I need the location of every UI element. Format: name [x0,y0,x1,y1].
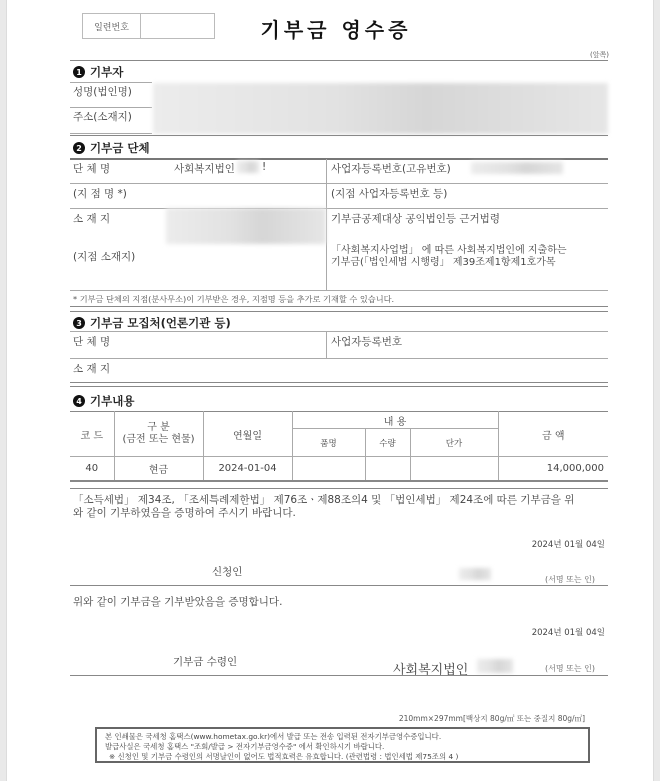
org-biz-no-redacted [471,162,563,174]
paper-spec: 210mm×297mm[백상지 80g/㎡ 또는 중질지 80g/㎡] [398,714,585,723]
section-donation-heading [73,393,134,409]
notice-line3: ※ 신청인 및 기부금 수령인의 서명날인이 없어도 법적효력은 유효합니다. (관련법령 : 법인세법 제75조의 4 ) [109,752,459,761]
header-type-bottom: (금전 또는 현물) [122,434,195,445]
request-statement-line1: 「소득세법」 제34조, 「조세특례제한법」 제76조ㆍ제88조의4 및 「법인세법」 제24조에 따른 기부금을 위 [73,494,575,506]
applicant-label: 신청인 [212,566,243,578]
divider [70,158,608,160]
donor-info-redacted [153,83,608,134]
certification-statement: 위와 같이 기부금을 기부받았음을 증명합니다. [73,596,283,608]
cell-date: 2024-01-04 [203,457,292,481]
section-number-badge: 2 [73,142,85,154]
receipt-page [6,0,654,781]
org-location-label: 소 재 지 [73,213,111,225]
legal-basis-line1: 「사회복지사업법」 에 따른 사회복지법인에 지출하는 [331,245,567,256]
divider [70,82,152,83]
section-title: 기부내용 [90,394,135,408]
cell-amount: 14,000,000 [498,457,608,481]
divider [70,331,608,332]
serial-number-label: 일련번호 [83,14,141,38]
section-title: 기부자 [90,65,124,79]
org-name-value: 사회복지법인 [174,163,235,175]
divider [70,386,608,387]
section-number-badge: 3 [73,317,85,329]
recipient-label: 기부금 수령인 [173,656,238,668]
cell-quantity [365,457,410,481]
fundraiser-biz-no-label: 사업자등록번호 [331,336,403,348]
recipient-sign-note: (서명 또는 인) [545,664,595,673]
cell-unit-price [410,457,498,481]
divider [70,290,608,291]
branch-location-label: (지점 소재지) [73,251,136,263]
branch-biz-no-label: (지점 사업자등록번호 등) [331,188,448,200]
cell-item [292,457,365,481]
header-code: 코 드 [70,412,114,457]
recipient-value: 사회복지법인 [393,663,469,678]
request-date: 2024년 01월 04일 [531,540,605,550]
header-type-top: 구 분 [147,422,170,433]
divider [70,488,608,489]
org-biz-no-label: 사업자등록번호(고유번호) [331,163,451,175]
divider [70,311,608,312]
side-label: (앞쪽) [590,51,609,59]
org-name-redacted [237,161,259,173]
section-number-badge: 4 [73,395,85,407]
certification-date: 2024년 01월 04일 [531,628,605,638]
donor-address-label: 주소(소재지) [73,111,132,123]
divider [70,60,608,61]
legal-basis-line2: 기부금(「법인세법 시행령」 제39조제1항제1호가목 [331,257,556,268]
table-row [70,457,608,481]
legal-basis-label: 기부금공제대상 공익법인등 근거법령 [331,213,500,225]
section-number-badge: 1 [73,66,85,78]
branch-name-label: (지 점 명 *) [73,188,127,200]
divider [70,107,152,108]
request-statement-line2: 와 같이 기부하였음을 증명하여 주시기 바랍니다. [73,507,296,519]
section-donor-heading [73,64,123,80]
header-unit-price: 단가 [410,429,498,457]
org-location-redacted [166,208,326,244]
donation-table [70,411,608,482]
fundraiser-name-label: 단 체 명 [73,336,111,348]
notice-line1: 본 인쇄물은 국세청 홈택스(www.hometax.go.kr)에서 발급 또는 전송 입력된 전자기부금영수증입니다. [105,732,442,741]
header-quantity: 수량 [365,429,410,457]
divider [70,585,608,586]
header-item: 품명 [292,429,365,457]
page-title: 기부금 영수증 [260,18,412,42]
section-organization-heading [73,140,150,156]
cell-code: 40 [70,457,114,481]
column-divider [326,159,327,291]
donor-name-label: 성명(법인명) [73,86,132,98]
divider [70,183,608,184]
divider [70,358,608,359]
notice-line2: 발급사실은 국세청 홈택스 "조회/발급 > 전자기부금영수증" 에서 확인하시기 바랍니다. [105,742,385,751]
fundraiser-location-label: 소 재 지 [73,363,111,375]
applicant-name-redacted [459,568,491,580]
divider [70,306,608,307]
divider [70,208,608,209]
divider [70,675,608,676]
divider [70,133,152,134]
header-content: 내 용 [292,412,498,429]
section-title: 기부금 모집처(언론기관 등) [90,316,231,330]
cell-type: 현금 [114,457,203,481]
branch-footnote: * 기부금 단체의 지점(분사무소)이 기부받은 경우, 지점명 등을 추가로 기재할 수 있습니다. [73,294,395,304]
request-statement [73,494,608,520]
column-divider [326,332,327,359]
org-name-label: 단 체 명 [73,163,111,175]
applicant-sign-note: (서명 또는 인) [545,575,595,584]
header-type [114,412,203,457]
header-amount: 금 액 [498,412,608,457]
electronic-receipt-notice [95,727,590,763]
divider [70,382,608,383]
section-fundraiser-heading [73,315,231,331]
recipient-name-redacted [477,659,513,673]
header-date: 연월일 [203,412,292,457]
divider [70,135,608,136]
org-name-suffix: ! [262,161,267,173]
section-title: 기부금 단체 [90,141,150,155]
